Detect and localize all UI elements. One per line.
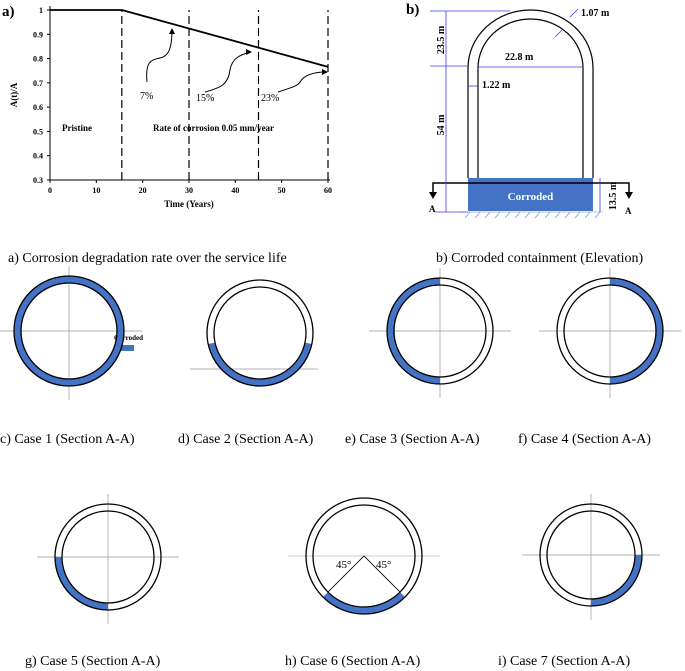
y-tick-label: 0.8	[33, 54, 43, 64]
section-cases	[0, 266, 681, 669]
degradation-chart	[2, 4, 332, 209]
corroded-label: Corroded	[507, 191, 554, 203]
loss-label-15: 15%	[196, 93, 215, 104]
case-caption: i) Case 7 (Section A-A)	[498, 654, 631, 669]
dim-dome-thickness: 1.07 m	[581, 8, 610, 19]
x-tick-label: 0	[48, 186, 52, 195]
arrow-7	[147, 30, 172, 82]
x-tick-label: 50	[277, 186, 286, 195]
case-caption: h) Case 6 (Section A-A)	[285, 654, 421, 669]
containment-elevation	[406, 2, 633, 218]
case-5-section	[25, 494, 179, 669]
case-2-section	[178, 280, 318, 447]
legend-label: Corroded	[114, 334, 144, 342]
arrow-23	[278, 72, 326, 92]
pristine-label: Pristine	[62, 123, 92, 133]
y-tick-label: 0.3	[33, 176, 43, 185]
section-mark-left: A	[429, 204, 436, 214]
x-axis-label: Time (Years)	[164, 199, 214, 209]
y-tick-label: 0.7	[33, 78, 43, 88]
outer-wall	[468, 10, 593, 178]
arrow-15	[205, 52, 250, 92]
section-mark-right: A	[625, 206, 632, 216]
dim-diameter: 22.8 m	[505, 52, 534, 63]
dim-wall-thickness: 1.22 m	[482, 80, 511, 91]
y-tick-label: 0.9	[33, 30, 43, 40]
x-tick-label: 20	[138, 186, 147, 195]
case-6-section	[285, 498, 440, 669]
case-caption: e) Case 3 (Section A-A)	[345, 432, 480, 447]
case-caption: c) Case 1 (Section A-A)	[0, 432, 135, 447]
case-caption: f) Case 4 (Section A-A)	[518, 432, 651, 447]
case-caption: g) Case 5 (Section A-A)	[25, 654, 161, 669]
outer-circle	[207, 280, 313, 386]
case-7-section	[498, 494, 660, 669]
inner-circle	[214, 287, 306, 379]
inner-wall	[478, 19, 583, 178]
dim-corroded-height: 13.5 m	[608, 181, 619, 211]
x-tick-label: 40	[231, 186, 240, 195]
case-4-section	[518, 268, 681, 447]
x-tick-label: 60	[324, 186, 332, 195]
x-tick-label: 10	[92, 186, 101, 195]
x-tick-label: 30	[185, 186, 193, 195]
corroded-sector	[323, 592, 405, 614]
y-tick-label: 0.6	[33, 103, 43, 113]
loss-label-7: 7%	[140, 91, 154, 102]
caption-b: b) Corroded containment (Elevation)	[436, 251, 644, 266]
angle-label-left: 45°	[336, 559, 352, 571]
y-axis-label: A(t)/A	[9, 82, 19, 108]
panel-b-label: b)	[406, 2, 420, 18]
rate-label: Rate of corrosion 0.05 mm/year	[153, 123, 275, 133]
y-tick-label: 1	[39, 6, 43, 15]
case-1-section	[0, 266, 142, 447]
case-caption: d) Case 2 (Section A-A)	[178, 432, 314, 447]
panel-a-label: a)	[2, 4, 15, 20]
y-tick-label: 0.5	[33, 127, 43, 137]
dim-dome-height: 23.5 m	[436, 25, 447, 55]
case-3-section	[345, 268, 511, 447]
angle-label-right: 45°	[376, 559, 392, 571]
loss-label-23: 23%	[261, 93, 280, 104]
caption-a: a) Corrosion degradation rate over the service life	[8, 251, 287, 266]
y-tick-label: 0.4	[33, 151, 43, 161]
dim-wall-height: 54 m	[436, 114, 447, 136]
